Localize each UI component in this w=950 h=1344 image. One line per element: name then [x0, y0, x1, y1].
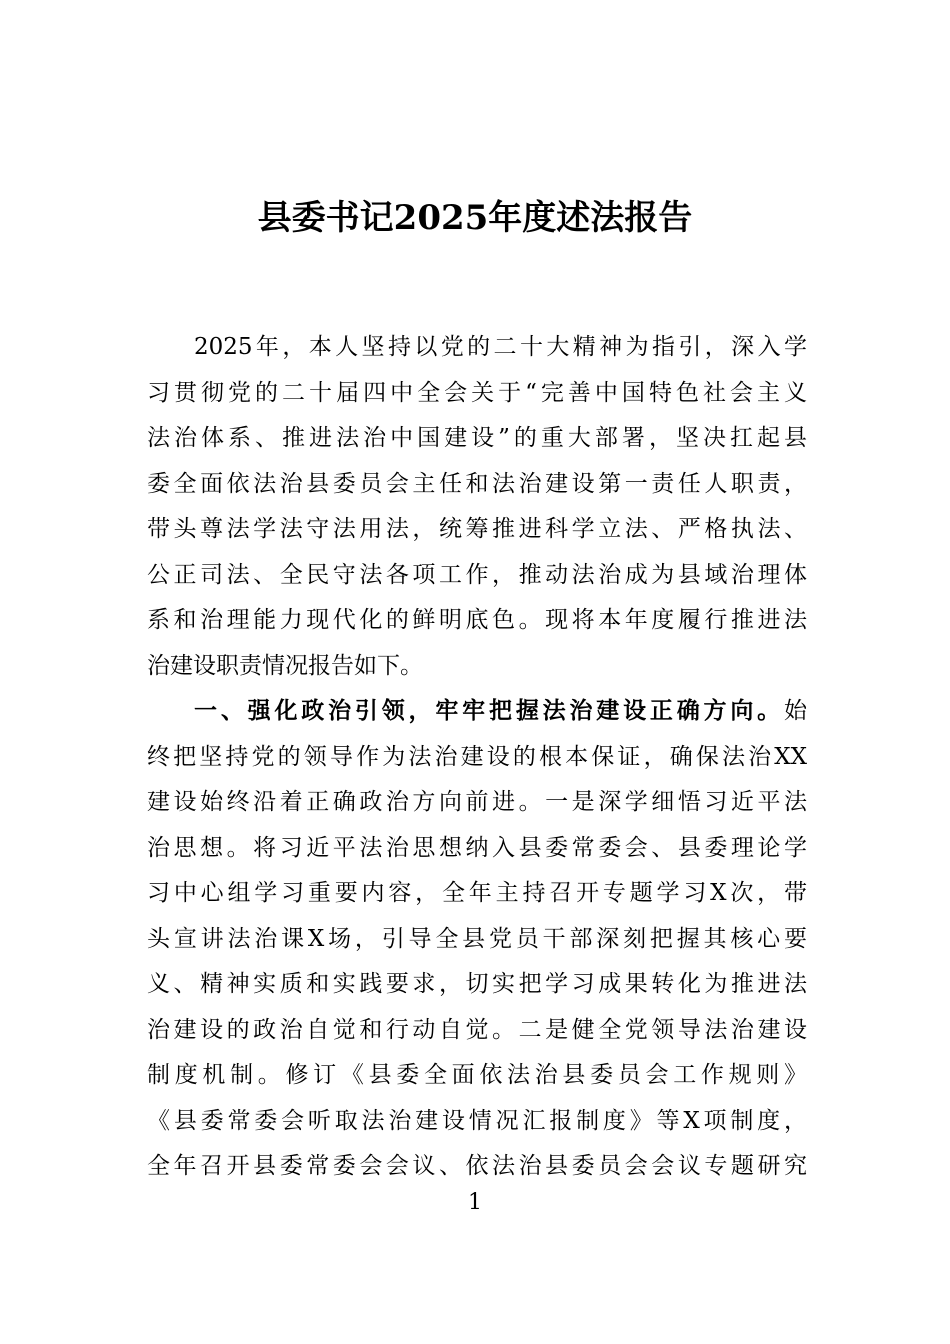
page-number: 1	[468, 1190, 482, 1215]
paragraph-line: 委全面依法治县委员会主任和法治建设第一责任人职责，	[147, 470, 807, 497]
document-body	[147, 325, 807, 1190]
section-heading-line	[147, 689, 807, 735]
paragraph-line: 系和治理能力现代化的鲜明底色。现将本年度履行推进法	[147, 607, 807, 633]
paragraph-line: 2025年，本人坚持以党的二十大精神为指引，深入学	[194, 334, 807, 360]
paragraph-line: 治思想。将习近平法治思想纳入县委常委会、县委理论学	[147, 834, 807, 861]
paragraph-line: 终把坚持党的领导作为法治建设的根本保证，确保法治XX	[147, 743, 807, 770]
paragraph-line: 治建设的政治自觉和行动自觉。二是健全党领导法治建设	[147, 1016, 807, 1043]
paragraph-line: 习贯彻党的二十届四中全会关于“完善中国特色社会主义	[147, 379, 807, 406]
paragraph-line: 制度机制。修订《县委全面依法治县委员会工作规则》	[147, 1062, 807, 1088]
paragraph-line: 带头尊法学法守法用法，统筹推进科学立法、严格执法、	[147, 516, 807, 542]
paragraph-line: 建设始终沿着正确政治方向前进。一是深学细悟习近平法	[147, 789, 807, 815]
section-first-line-rest: 始	[784, 698, 807, 724]
paragraph-line: 《县委常委会听取法治建设情况汇报制度》等X项制度，	[147, 1107, 807, 1134]
paragraph-line: 全年召开县委常委会会议、依法治县委员会会议专题研究	[147, 1153, 807, 1179]
paragraph-line: 义、精神实质和实践要求，切实把学习成果转化为推进法	[147, 971, 807, 997]
paragraph-line: 习中心组学习重要内容，全年主持召开专题学习X次，带	[147, 880, 807, 906]
paragraph-line: 法治体系、推进法治中国建设”的重大部署，坚决扛起县	[147, 425, 807, 451]
paragraph-line: 公正司法、全民守法各项工作，推动法治成为县域治理体	[147, 561, 807, 588]
paragraph-line: 头宣讲法治课X场，引导全县党员干部深刻把握其核心要	[147, 925, 807, 952]
paragraph-line: 治建设职责情况报告如下。	[147, 652, 423, 679]
document-title: 县委书记2025年度述法报告	[257, 198, 693, 238]
section-heading: 一、强化政治引领，牢牢把握法治建设正确方向。	[194, 698, 784, 724]
